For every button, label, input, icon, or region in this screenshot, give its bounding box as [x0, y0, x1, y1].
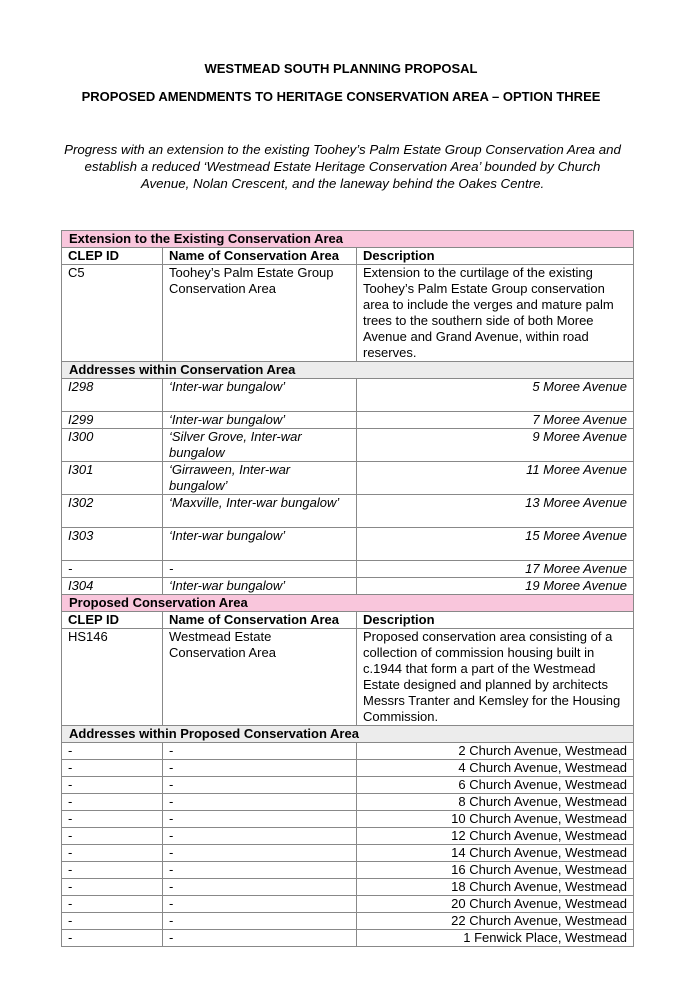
item-id-cell: I299: [62, 412, 163, 429]
item-name-cell: ‘Inter-war bungalow’: [163, 412, 357, 429]
item-name-cell: ‘Inter-war bungalow’: [163, 578, 357, 595]
table-row: [62, 777, 634, 794]
column-header-description: Description: [357, 612, 634, 629]
item-name-cell: -: [163, 879, 357, 896]
item-name-cell: -: [163, 760, 357, 777]
item-id-cell: -: [62, 879, 163, 896]
address-cell: 14 Church Avenue, Westmead: [357, 845, 634, 862]
table-row: [62, 429, 634, 462]
address-cell: 16 Church Avenue, Westmead: [357, 862, 634, 879]
address-cell: 20 Church Avenue, Westmead: [357, 896, 634, 913]
item-id-cell: I303: [62, 528, 163, 561]
clep-id-cell: HS146: [62, 629, 163, 726]
conservation-table: [61, 230, 634, 947]
address-cell: 7 Moree Avenue: [357, 412, 634, 429]
table-row: [62, 896, 634, 913]
item-name-cell: -: [163, 811, 357, 828]
item-name-cell: ‘Inter-war bungalow’: [163, 528, 357, 561]
addresses-header: Addresses within Conservation Area: [62, 362, 634, 379]
item-name-cell: ‘Girraween, Inter-war bungalow’: [163, 462, 357, 495]
table-row: [62, 930, 634, 947]
conservation-name-cell: Toohey’s Palm Estate Group Conservation Area: [163, 265, 357, 362]
table-row: [62, 862, 634, 879]
item-name-cell: -: [163, 743, 357, 760]
address-cell: 12 Church Avenue, Westmead: [357, 828, 634, 845]
column-header-description: Description: [357, 248, 634, 265]
table-row: [62, 828, 634, 845]
item-name-cell: -: [163, 896, 357, 913]
table-row: [62, 760, 634, 777]
description-cell: Extension to the curtilage of the existing Toohey’s Palm Estate Group conservation area to include the verges and mature palm trees to the southern side of both Moree Avenue and Grand Avenue, within road reserves.: [357, 265, 634, 362]
document-title: WESTMEAD SOUTH PLANNING PROPOSAL: [204, 61, 478, 76]
address-cell: 1 Fenwick Place, Westmead: [357, 930, 634, 947]
item-name-cell: ‘Silver Grove, Inter-war bungalow: [163, 429, 357, 462]
conservation-name-cell: Westmead Estate Conservation Area: [163, 629, 357, 726]
item-name-cell: -: [163, 561, 357, 578]
table-row: [62, 561, 634, 578]
item-id-cell: -: [62, 743, 163, 760]
description-cell: Proposed conservation area consisting of a collection of commission housing built in c.1944 that form a part of the Westmead Estate designed and planned by architects Messrs Tranter and Kemsley for the Housing Commission.: [357, 629, 634, 726]
address-cell: 11 Moree Avenue: [357, 462, 634, 495]
item-name-cell: -: [163, 777, 357, 794]
table-row: [62, 578, 634, 595]
item-name-cell: -: [163, 913, 357, 930]
address-cell: 10 Church Avenue, Westmead: [357, 811, 634, 828]
item-id-cell: -: [62, 828, 163, 845]
item-id-cell: I300: [62, 429, 163, 462]
intro-paragraph: Progress with an extension to the existing Toohey’s Palm Estate Group Conservation Area and establish a reduced ‘Westmead Estate Heritage Conservation Area’ bounded by Church Avenue, Nolan Crescent, and the laneway behind the Oakes Centre.: [64, 142, 621, 191]
table-row: [62, 794, 634, 811]
table-row: [62, 462, 634, 495]
section-header-proposed: Proposed Conservation Area: [62, 595, 634, 612]
address-cell: 9 Moree Avenue: [357, 429, 634, 462]
addresses-header: Addresses within Proposed Conservation Area: [62, 726, 634, 743]
column-header-name: Name of Conservation Area: [163, 248, 357, 265]
column-header-clep-id: CLEP ID: [62, 612, 163, 629]
section-header-extension: Extension to the Existing Conservation Area: [62, 231, 634, 248]
table-row: [62, 379, 634, 412]
column-header-name: Name of Conservation Area: [163, 612, 357, 629]
item-name-cell: ‘Inter-war bungalow’: [163, 379, 357, 412]
address-cell: 19 Moree Avenue: [357, 578, 634, 595]
table-row: [62, 879, 634, 896]
clep-id-cell: C5: [62, 265, 163, 362]
item-id-cell: -: [62, 913, 163, 930]
item-id-cell: -: [62, 896, 163, 913]
table-row: [62, 495, 634, 528]
item-id-cell: -: [62, 794, 163, 811]
address-cell: 4 Church Avenue, Westmead: [357, 760, 634, 777]
item-name-cell: -: [163, 828, 357, 845]
item-id-cell: -: [62, 777, 163, 794]
table-row: [62, 743, 634, 760]
item-id-cell: -: [62, 811, 163, 828]
table-row: [62, 913, 634, 930]
address-cell: 5 Moree Avenue: [357, 379, 634, 412]
address-cell: 8 Church Avenue, Westmead: [357, 794, 634, 811]
item-id-cell: I301: [62, 462, 163, 495]
address-cell: 18 Church Avenue, Westmead: [357, 879, 634, 896]
item-name-cell: -: [163, 794, 357, 811]
table-row: [62, 528, 634, 561]
item-id-cell: -: [62, 845, 163, 862]
address-cell: 6 Church Avenue, Westmead: [357, 777, 634, 794]
item-id-cell: -: [62, 862, 163, 879]
item-id-cell: -: [62, 930, 163, 947]
document-subtitle: PROPOSED AMENDMENTS TO HERITAGE CONSERVATION AREA – OPTION THREE: [81, 89, 601, 104]
table-row: [62, 412, 634, 429]
column-header-clep-id: CLEP ID: [62, 248, 163, 265]
address-cell: 2 Church Avenue, Westmead: [357, 743, 634, 760]
table-row: [62, 811, 634, 828]
item-name-cell: -: [163, 862, 357, 879]
item-id-cell: -: [62, 561, 163, 578]
address-cell: 13 Moree Avenue: [357, 495, 634, 528]
item-id-cell: I302: [62, 495, 163, 528]
item-name-cell: -: [163, 845, 357, 862]
item-id-cell: I298: [62, 379, 163, 412]
item-id-cell: I304: [62, 578, 163, 595]
address-cell: 17 Moree Avenue: [357, 561, 634, 578]
item-id-cell: -: [62, 760, 163, 777]
item-name-cell: -: [163, 930, 357, 947]
address-cell: 15 Moree Avenue: [357, 528, 634, 561]
item-name-cell: ‘Maxville, Inter-war bungalow’: [163, 495, 357, 528]
address-cell: 22 Church Avenue, Westmead: [357, 913, 634, 930]
table-row: [62, 845, 634, 862]
